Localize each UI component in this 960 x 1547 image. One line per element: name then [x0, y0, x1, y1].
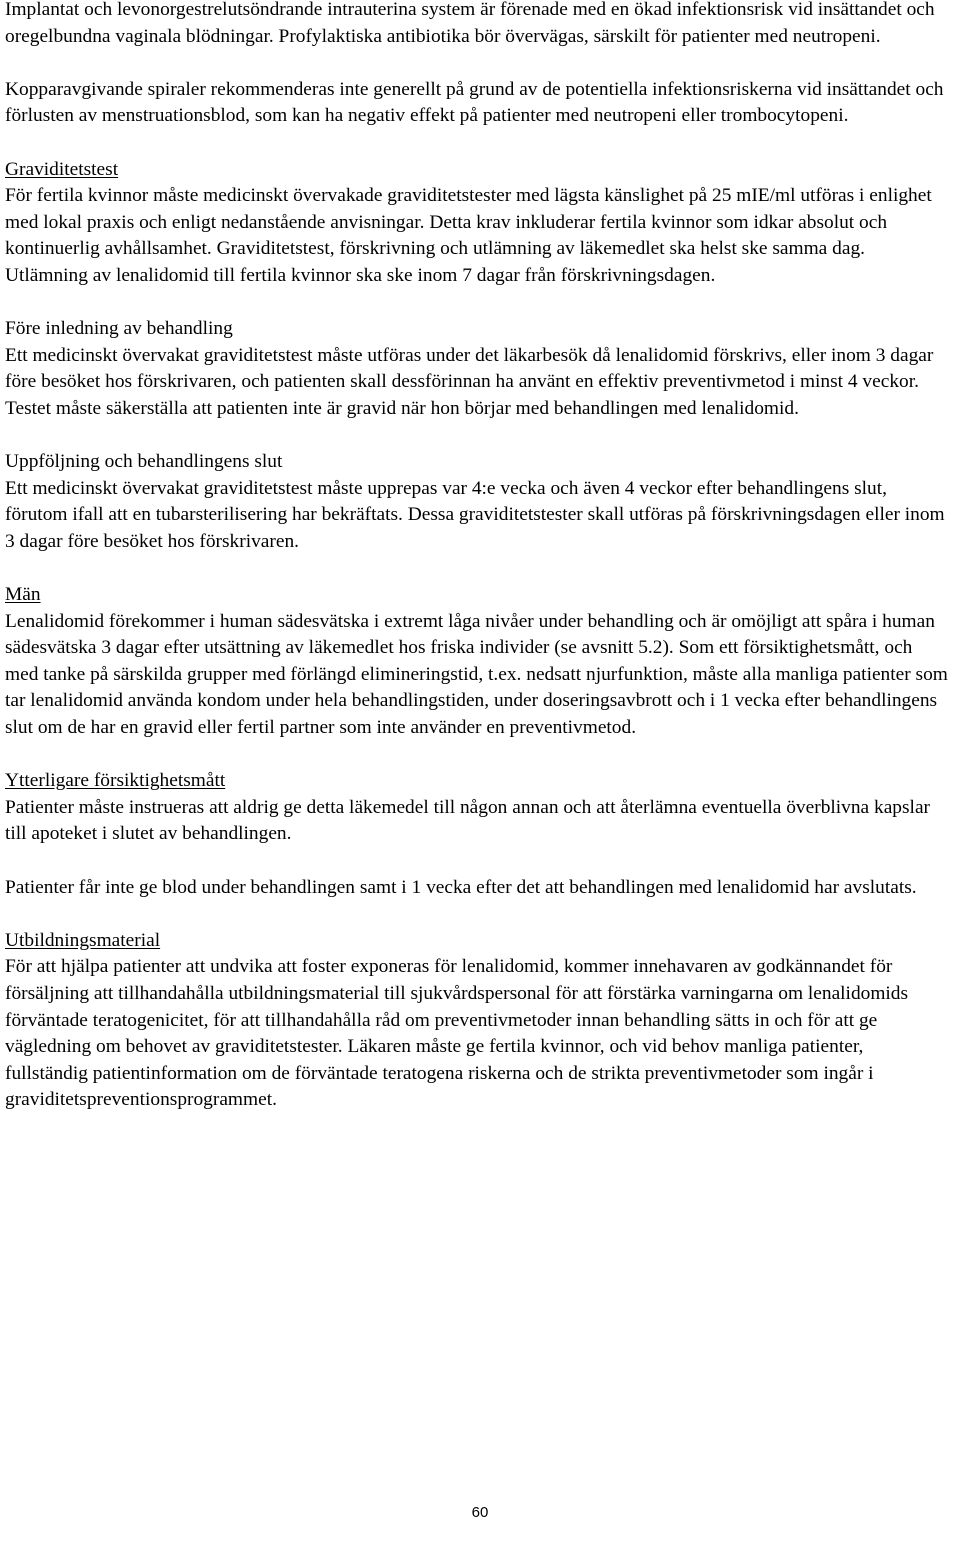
- paragraph-kopparspiral: Kopparavgivande spiraler rekommenderas inte generellt på grund av de potentiella infektionsriskerna vid insättandet och förlusten av menstruationsblod, som kan ha negativ effekt på patienter med neutropeni eller trombocytopeni.: [5, 78, 944, 127]
- paragraph-graviditetstest: För fertila kvinnor måste medicinskt övervakade graviditetstester med lägsta känslighet på 25 mIE/ml utföras i enlighet med lokal praxis och enligt nedanstående anvisningar. Detta krav inkluderar fertila kvinnor som idkar absolut och kontinuerlig avhållsamhet. Graviditetstest, förskrivning och utlämning av läkemedlet ska helst ske samma dag. Utlämning av lenalidomid till fertila kvinnor ska ske inom 7 dagar från förskrivningsdagen.: [5, 185, 932, 286]
- section-fore-inledning: [5, 316, 949, 422]
- heading-fore-inledning: Före inledning av behandling: [5, 318, 233, 340]
- paragraph-blodgivning: Patienter får inte ge blod under behandlingen samt i 1 vecka efter det att behandlingen med lenalidomid har avslutats.: [5, 876, 917, 898]
- paragraph-man: Lenalidomid förekommer i human sädesvätska i extremt låga nivåer under behandling och är omöjligt att spåra i human sädesvätska 3 dagar efter utsättning av läkemedlet hos friska individer (se avsnitt 5.2). Som ett försiktighetsmått, och med tanke på särskilda grupper med förlängd elimineringstid, t.ex. nedsatt njurfunktion, måste alla manliga patienter som tar lenalidomid använda kondom under hela behandlingstiden, under doseringsavbrott och i 1 vecka efter behandlingens slut om de har en gravid eller fertil partner som inte använder en preventivmetod.: [5, 610, 948, 739]
- paragraph-ytterligare: Patienter måste instrueras att aldrig ge detta läkemedel till någon annan och att återlämna eventuella överblivna kapslar till apoteket i slutet av behandlingen.: [5, 796, 931, 845]
- heading-ytterligare: Ytterligare försiktighetsmått: [5, 770, 226, 792]
- heading-utbildning: Utbildningsmaterial: [5, 929, 161, 951]
- heading-graviditetstest: Graviditetstest: [5, 158, 119, 180]
- section-man: [5, 582, 949, 742]
- paragraph-uppfoljning: Ett medicinskt övervakat graviditetstest måste upprepas var 4:e vecka och även 4 veckor efter behandlingens slut, förutom ifall att en tubarsterilisering har bekräftats. Dessa graviditetstester skall utföras på förskrivningsdagen eller inom 3 dagar före besöket hos förskrivaren.: [5, 477, 945, 552]
- paragraph-utbildning: För att hjälpa patienter att undvika att foster exponeras för lenalidomid, kommer innehavaren av godkännandet för försäljning att tillhandahålla utbildningsmaterial till sjukvårdspersonal för att förstärka varningarna om lenalidomids förväntade teratogenicitet, för att tillhandahålla råd om preventivmetoder innan behandling sätts in och för att ge vägledning om behovet av graviditetstester. Läkaren måste ge fertila kvinnor, och vid behov manliga patienter, fullständig patientinformation om de förväntade teratogena riskerna och de strikta preventivmetoder som ingår i graviditetspreventionsprogrammet.: [5, 956, 909, 1111]
- section-graviditetstest: [5, 157, 949, 290]
- paragraph-implantat: Implantat och levonorgestrelutsöndrande intrauterina system är förenade med en ökad infektionsrisk vid insättandet och oregelbundna vaginala blödningar. Profylaktiska antibiotika bör övervägas, särskilt för patienter med neutropeni.: [5, 0, 935, 47]
- section-ytterligare: [5, 768, 949, 901]
- paragraph-fore-inledning: Ett medicinskt övervakat graviditetstest måste utföras under det läkarbesök då lenalidomid förskrivs, eller inom 3 dagar före besöket hos förskrivaren, och patienten skall dessförinnan ha använt en effektiv preventivmetod i minst 4 veckor. Testet måste säkerställa att patienten inte är gravid när hon börjar med behandlingen med lenalidomid.: [5, 344, 934, 419]
- page-number: 60: [471, 1504, 489, 1521]
- document-page: [5, 0, 949, 1114]
- heading-man: Män: [5, 584, 41, 606]
- section-utbildning: [5, 928, 949, 1114]
- section-uppfoljning: [5, 449, 949, 555]
- heading-uppfoljning: Uppföljning och behandlingens slut: [5, 451, 283, 473]
